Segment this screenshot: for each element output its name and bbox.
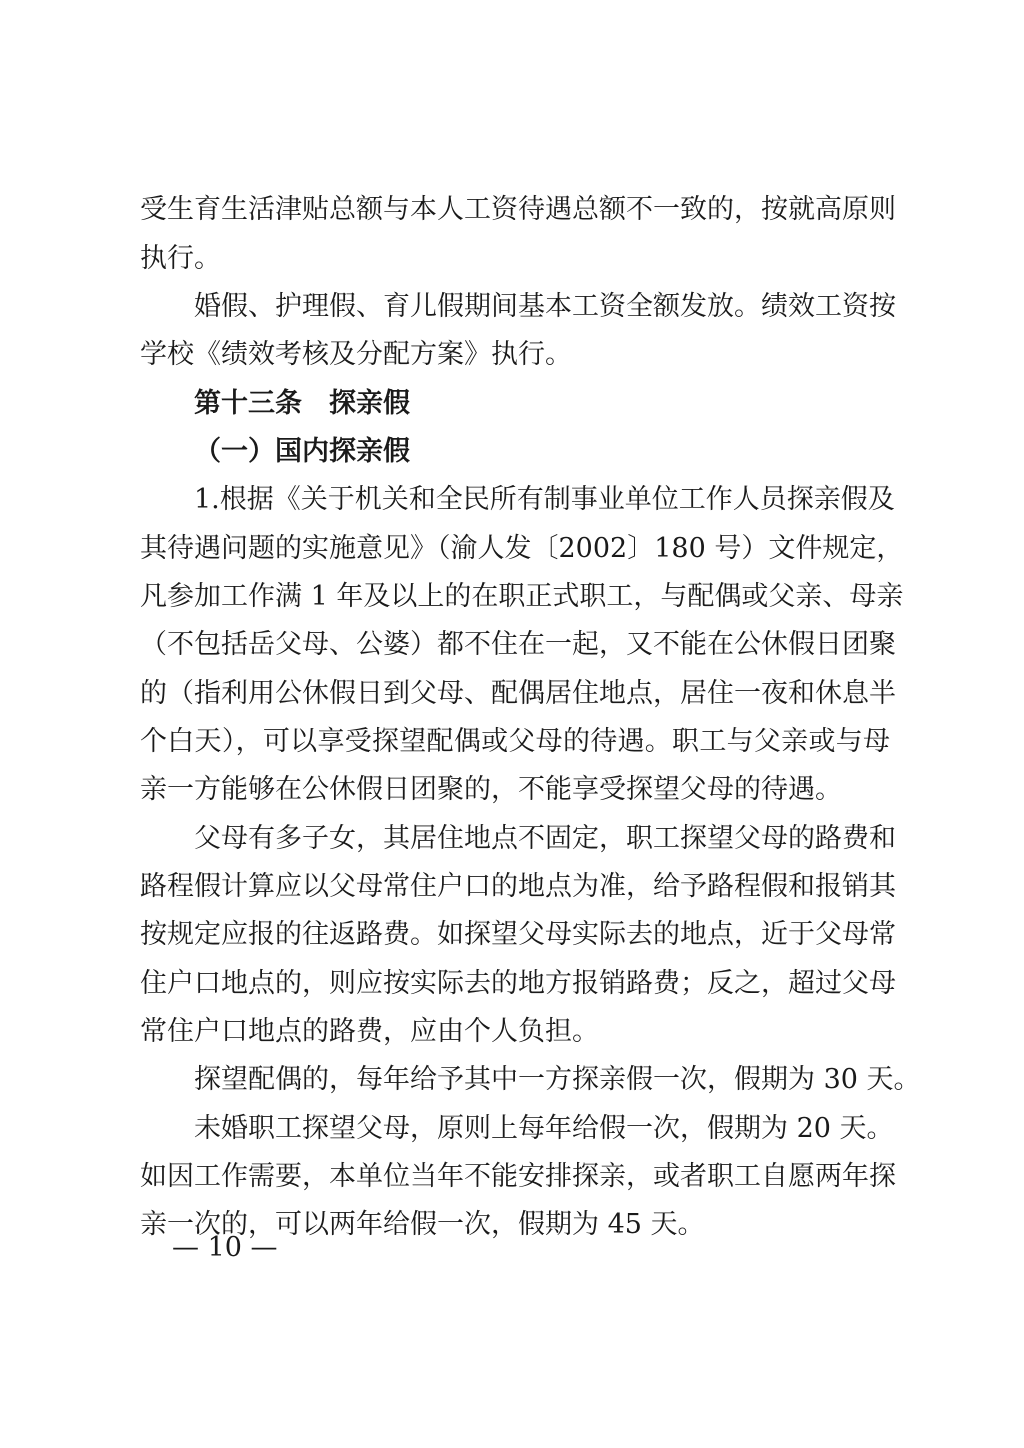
text-line: （不包括岳父母、公婆）都不住在一起，又不能在公休假日团聚 — [140, 629, 896, 660]
article-heading: 第十三条 探亲假 — [194, 388, 410, 419]
text-line: 常住户口地点的路费，应由个人负担。 — [140, 1016, 599, 1047]
text-line: 父母有多子女，其居住地点不固定，职工探望父母的路费和 — [194, 823, 896, 854]
text-line: 住户口地点的，则应按实际去的地方报销路费；反之，超过父母 — [140, 968, 896, 999]
text-line: 按规定应报的往返路费。如探望父母实际去的地点，近于父母常 — [140, 919, 896, 950]
text-line: 亲一次的，可以两年给假一次，假期为 45 天。 — [140, 1209, 705, 1240]
text-line: 1.根据《关于机关和全民所有制事业单位工作人员探亲假及 — [194, 484, 895, 515]
text-line: 学校《绩效考核及分配方案》执行。 — [140, 339, 572, 370]
text-line: 执行。 — [140, 243, 221, 274]
text-line: 未婚职工探望父母，原则上每年给假一次，假期为 20 天。 — [194, 1113, 894, 1144]
text-line: 凡参加工作满 1 年及以上的在职正式职工，与配偶或父亲、母亲 — [140, 581, 904, 612]
text-line: 如因工作需要，本单位当年不能安排探亲，或者职工自愿两年探 — [140, 1161, 896, 1192]
text-line: 路程假计算应以父母常住户口的地点为准，给予路程假和报销其 — [140, 871, 896, 902]
text-line: 探望配偶的，每年给予其中一方探亲假一次，假期为 30 天。 — [194, 1064, 921, 1095]
text-line: 婚假、护理假、育儿假期间基本工资全额发放。绩效工资按 — [194, 291, 896, 322]
text-line: 个白天），可以享受探望配偶或父母的待遇。职工与父亲或与母 — [140, 726, 890, 757]
page-number: — 10 — — [172, 1232, 278, 1263]
section-heading: （一）国内探亲假 — [194, 436, 410, 467]
text-line: 受生育生活津贴总额与本人工资待遇总额不一致的，按就高原则 — [140, 194, 896, 225]
text-line: 亲一方能够在公休假日团聚的，不能享受探望父母的待遇。 — [140, 774, 842, 805]
text-line: 其待遇问题的实施意见》（渝人发〔2002〕180 号）文件规定， — [140, 533, 904, 564]
text-line: 的（指利用公休假日到父母、配偶居住地点，居住一夜和休息半 — [140, 678, 896, 709]
